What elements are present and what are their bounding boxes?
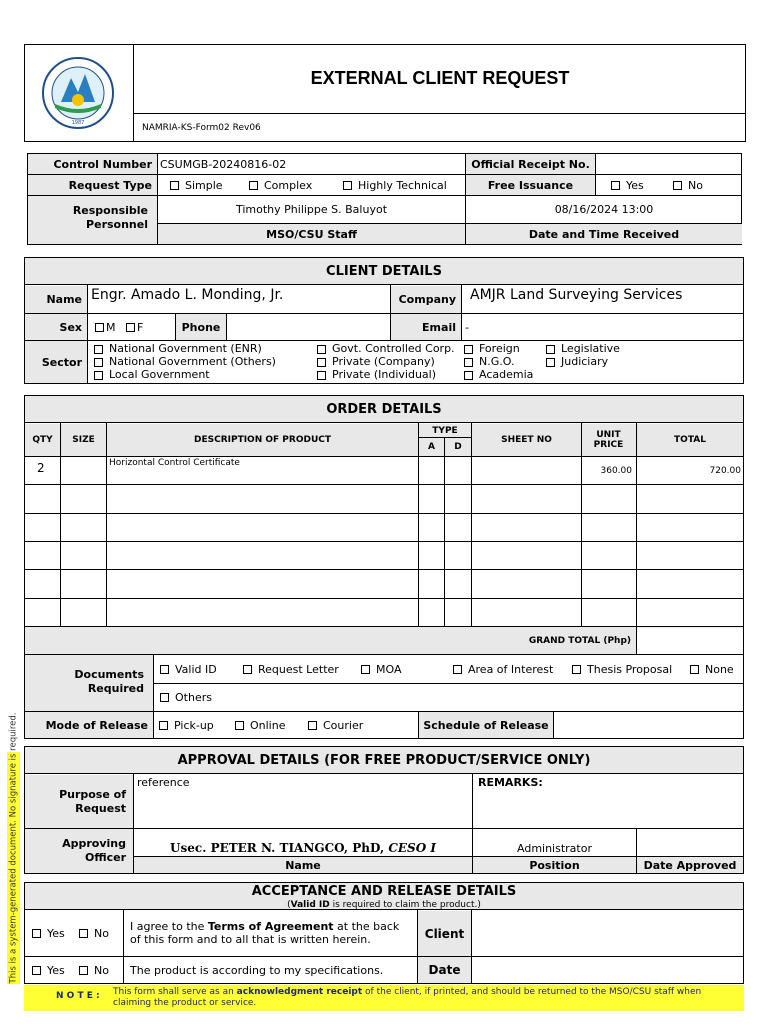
namria-seal-icon: [41, 56, 115, 130]
sector-lgu[interactable]: Local Government: [94, 368, 276, 381]
request-type-label: Request Type: [68, 178, 152, 192]
date-approved-column-label: Date Approved: [643, 858, 737, 872]
col-type-d: D: [454, 442, 462, 452]
checkbox-icon: [317, 371, 326, 380]
doc-moa[interactable]: MOA: [361, 655, 401, 683]
row1-qty: 2: [37, 461, 45, 475]
accept-spec-no[interactable]: No: [79, 957, 109, 983]
checkbox-icon: [572, 665, 581, 674]
checkbox-icon: [611, 181, 620, 190]
free-issuance-label: Free Issuance: [487, 178, 574, 192]
row1-description: Horizontal Control Certificate: [109, 458, 240, 468]
col-size: SIZE: [72, 435, 95, 445]
phone-value: [232, 314, 382, 340]
sector-enr[interactable]: National Government (ENR): [94, 342, 276, 355]
col-sheet-no: SHEET NO: [501, 435, 552, 445]
responsible-label: Responsible Personnel: [72, 204, 148, 231]
date-label: Date: [428, 963, 461, 977]
mode-online[interactable]: Online: [235, 712, 285, 739]
form-code: NAMRIA-KS-Form02 Rev06: [142, 123, 261, 133]
checkbox-icon: [343, 181, 352, 190]
sex-label: Sex: [59, 320, 82, 334]
doc-thesis-proposal[interactable]: Thesis Proposal: [572, 655, 672, 683]
checkbox-icon: [32, 966, 41, 975]
acceptance-section-title: ACCEPTANCE AND RELEASE DETAILS: [251, 883, 517, 899]
row1-total: 720.00: [709, 465, 741, 476]
checkbox-icon: [160, 693, 169, 702]
sector-label: Sector: [41, 355, 82, 369]
mso-staff-label: MSO/CSU Staff: [266, 228, 357, 241]
purpose-value: reference: [137, 776, 190, 789]
sector-col-2: [317, 342, 455, 381]
checkbox-icon: [361, 665, 370, 674]
checkbox-icon: [673, 181, 682, 190]
sector-gocc[interactable]: Govt. Controlled Corp.: [317, 342, 455, 355]
date-field[interactable]: [472, 957, 743, 983]
checkbox-icon: [235, 721, 244, 730]
checkbox-icon: [95, 323, 104, 332]
date-received-label: Date and Time Received: [528, 228, 680, 241]
checkbox-icon: [94, 358, 103, 367]
checkbox-icon: [94, 371, 103, 380]
checkbox-icon: [546, 345, 555, 354]
checkbox-icon: [308, 721, 317, 730]
officer-name: Usec. PETER N. TIANGCO, PhD, CESO I: [170, 841, 436, 855]
documents-label: Documents Required: [74, 668, 144, 695]
terms-agreement-text: I agree to the Terms of Agreement at the back of this form and to all that is written herein.: [130, 920, 400, 946]
approving-officer-label: Approving Officer: [62, 837, 126, 864]
checkbox-icon: [317, 358, 326, 367]
checkbox-icon: [79, 929, 88, 938]
checkbox-icon: [546, 358, 555, 367]
note-text: This form shall serve as an acknowledgment receipt of the client, if printed, and should be returned to the MSO/CSU staff when claiming the product or service.: [113, 987, 702, 1008]
sector-private-company[interactable]: Private (Company): [317, 355, 455, 368]
remarks-label: REMARKS:: [478, 776, 543, 789]
sector-foreign[interactable]: Foreign: [464, 342, 533, 355]
checkbox-icon: [170, 181, 179, 190]
checkbox-icon: [159, 721, 168, 730]
free-issuance-yes[interactable]: Yes: [611, 175, 644, 195]
sector-col-3: [464, 342, 533, 381]
company-label: Company: [398, 293, 456, 306]
col-qty: QTY: [32, 435, 53, 445]
form-title: EXTERNAL CLIENT REQUEST: [134, 44, 746, 114]
email-label: Email: [422, 320, 456, 334]
checkbox-icon: [453, 665, 462, 674]
checkbox-icon: [243, 665, 252, 674]
sector-col-1: [94, 342, 276, 381]
checkbox-icon: [464, 358, 473, 367]
position-column-label: Position: [529, 858, 580, 872]
doc-others[interactable]: Others: [160, 684, 212, 711]
client-name-label: Name: [46, 293, 82, 306]
seal-year: 1987: [71, 120, 85, 126]
doc-none[interactable]: None: [690, 655, 734, 683]
official-receipt-label: Official Receipt No.: [471, 157, 590, 171]
mode-of-release-label: Mode of Release: [45, 719, 148, 732]
sector-private-individual[interactable]: Private (Individual): [317, 368, 455, 381]
checkbox-icon: [79, 966, 88, 975]
control-number-label: Control Number: [53, 157, 152, 171]
grand-total-label: GRAND TOTAL (Php): [528, 635, 631, 646]
checkbox-icon: [32, 929, 41, 938]
request-type-complex[interactable]: Complex: [249, 175, 312, 195]
accept-terms-yes[interactable]: Yes: [32, 911, 65, 956]
side-note-text: This is a system-generated document. No signature is required.: [8, 712, 19, 984]
checkbox-icon: [249, 181, 258, 190]
client-name-value: Engr. Amado L. Monding, Jr.: [91, 287, 284, 303]
order-section-title: ORDER DETAILS: [25, 396, 743, 423]
sector-legislative[interactable]: Legislative: [546, 342, 620, 355]
checkbox-icon: [94, 345, 103, 354]
logo-cell: [24, 44, 134, 142]
col-unit-price: UNIT PRICE: [593, 430, 624, 450]
responsible-name: Timothy Philippe S. Baluyot: [235, 203, 388, 216]
sector-ng-others[interactable]: National Government (Others): [94, 355, 276, 368]
acceptance-subtitle: ( Valid ID is required to claim the product.): [287, 899, 481, 910]
doc-area-of-interest[interactable]: Area of Interest: [453, 655, 553, 683]
phone-label: Phone: [181, 320, 221, 334]
sex-f[interactable]: F: [126, 314, 143, 340]
control-number-value: CSUMGB-20240816-02: [160, 157, 287, 171]
checkbox-icon: [160, 665, 169, 674]
company-value: AMJR Land Surveying Services: [470, 287, 683, 303]
client-signature-field[interactable]: [472, 911, 743, 956]
checkbox-icon: [690, 665, 699, 674]
sex-m[interactable]: M: [95, 314, 116, 340]
client-section-title: CLIENT DETAILS: [25, 258, 743, 285]
checkbox-icon: [126, 323, 135, 332]
officer-position: Administrator: [517, 841, 592, 855]
doc-valid-id[interactable]: Valid ID: [160, 655, 217, 683]
sector-academia[interactable]: Academia: [464, 368, 533, 381]
accept-spec-yes[interactable]: Yes: [32, 957, 65, 983]
official-receipt-value[interactable]: [600, 154, 740, 174]
checkbox-icon: [464, 371, 473, 380]
col-type: TYPE: [432, 425, 458, 436]
col-total: TOTAL: [674, 435, 706, 445]
checkbox-icon: [317, 345, 326, 354]
specifications-text: The product is according to my specifications.: [130, 963, 384, 977]
mode-courier[interactable]: Courier: [308, 712, 363, 739]
request-type-highly-technical[interactable]: Highly Technical: [343, 175, 447, 195]
accept-terms-no[interactable]: No: [79, 911, 109, 956]
name-column-label: Name: [285, 858, 321, 872]
checkbox-icon: [464, 345, 473, 354]
sector-ngo[interactable]: N.G.O.: [464, 355, 533, 368]
note-label: N O T E :: [56, 991, 100, 1001]
row1-unit-price: 360.00: [600, 465, 632, 476]
client-signature-label: Client: [424, 926, 465, 941]
request-type-simple[interactable]: Simple: [170, 175, 223, 195]
grand-total-value: [637, 627, 741, 654]
purpose-label: Purpose of Request: [59, 788, 126, 815]
col-description: DESCRIPTION OF PRODUCT: [193, 435, 332, 445]
schedule-of-release-value: [558, 712, 738, 739]
mode-pickup[interactable]: Pick-up: [159, 712, 214, 739]
sector-judiciary[interactable]: Judiciary: [546, 355, 620, 368]
schedule-of-release-label: Schedule of Release: [423, 719, 549, 732]
date-received-value: 08/16/2024 13:00: [554, 203, 654, 216]
doc-request-letter[interactable]: Request Letter: [243, 655, 339, 683]
approval-section-title: APPROVAL DETAILS (FOR FREE PRODUCT/SERVICE ONLY): [25, 747, 743, 774]
col-type-a: A: [428, 442, 435, 452]
free-issuance-no[interactable]: No: [673, 175, 703, 195]
email-value: -: [465, 320, 469, 334]
sector-col-4: [546, 342, 620, 368]
